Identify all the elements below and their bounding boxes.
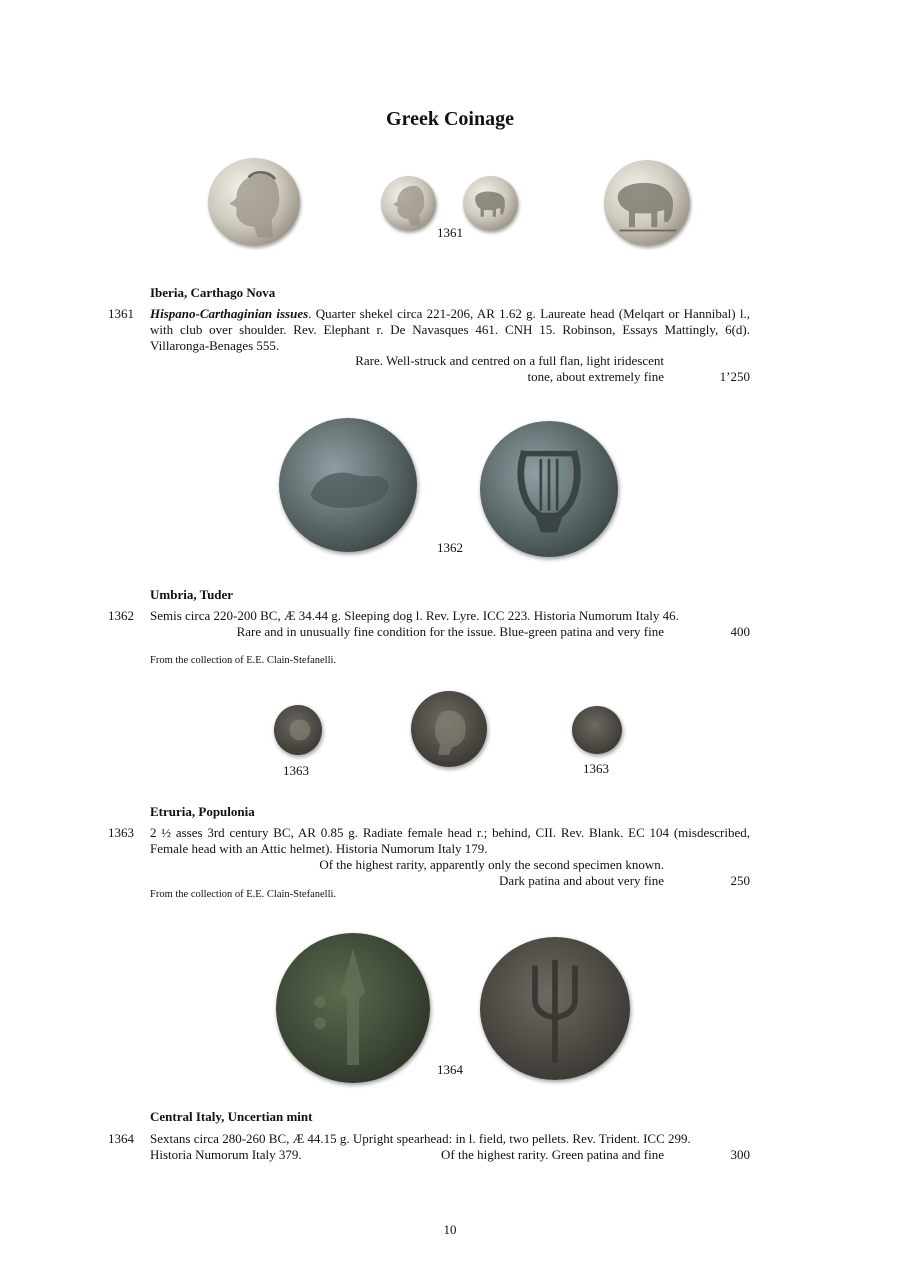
lot-description-1363: 2 ½ asses 3rd century BC, AR 0.85 g. Radiate female head r.; behind, CII. Rev. Blank. EC 104 (misdescribed, Female head with an Attic helmet). Historia Numorum Italy 179. [150, 825, 750, 856]
plate-label-1361: 1361 [437, 225, 463, 240]
coin-image-1364-reverse [480, 937, 630, 1080]
lot-description-1362: Semis circa 220-200 BC, Æ 34.44 g. Sleeping dog l. Rev. Lyre. ICC 223. Historia Numorum Italy 46. [150, 608, 679, 623]
coin-image-1362-reverse [480, 421, 618, 557]
sleeping-dog-icon [279, 418, 417, 552]
spearhead-icon [276, 933, 430, 1083]
coin-image-1361-obverse [381, 176, 436, 231]
description-text: . Quarter shekel circa 221-206, AR 1.62 g. Laureate head (Melqart or Hannibal) l., with club over shoulder. Rev. Elephant r. De Navasques 461. CNH 15. Robinson, Essays Mattingly, 6(d). Villaronga-Benages 555. [150, 306, 750, 353]
lot-number-1361: 1361 [108, 306, 134, 321]
issue-name: Hispano-Carthaginian issues [150, 306, 309, 321]
lot-price-1363: 250 [730, 873, 750, 888]
plate-label-1363-a: 1363 [283, 763, 309, 778]
trident-icon [480, 937, 630, 1080]
lot-provenance-1363: From the collection of E.E. Clain-Stefanelli. [150, 889, 337, 900]
lot-condition-1361-line2: tone, about extremely fine [527, 369, 664, 384]
plate-label-1362: 1362 [437, 540, 463, 555]
lot-condition-1364: Of the highest rarity. Green patina and fine [441, 1147, 664, 1162]
lot-number-1363: 1363 [108, 825, 134, 840]
page-number: 10 [443, 1222, 457, 1237]
coin-image-1363-reverse-blank [572, 706, 622, 754]
lyre-icon [480, 421, 618, 557]
lot-region-1361: Iberia, Carthago Nova [150, 285, 276, 300]
radiate-female-head-icon [274, 705, 322, 755]
lot-provenance-1362: From the collection of E.E. Clain-Stefanelli. [150, 655, 337, 666]
lot-region-1364: Central Italy, Uncertian mint [150, 1109, 313, 1124]
lot-number-1364: 1364 [108, 1131, 134, 1146]
coin-image-1363-obverse [274, 705, 322, 755]
lot-price-1362: 400 [730, 624, 750, 639]
coin-image-1361-reverse-enlarged [604, 160, 690, 246]
lot-condition-1362: Rare and in unusually fine condition for the issue. Blue-green patina and very fine [236, 624, 664, 639]
lot-number-1362: 1362 [108, 608, 134, 623]
laureate-head-left-icon [208, 158, 300, 246]
page-title: Greek Coinage [386, 108, 514, 130]
lot-region-1362: Umbria, Tuder [150, 587, 234, 602]
lot-price-1361: 1’250 [719, 369, 750, 384]
elephant-icon [604, 160, 690, 246]
lot-condition-1361-line1: Rare. Well-struck and centred on a full flan, light iridescent [355, 353, 664, 368]
lot-price-1364: 300 [730, 1147, 750, 1162]
lot-condition-1363-line1: Of the highest rarity, apparently only the second specimen known. [319, 857, 664, 872]
lot-region-1363: Etruria, Populonia [150, 804, 255, 819]
coin-image-1361-obverse-enlarged [208, 158, 300, 246]
lot-condition-1363-line2: Dark patina and about very fine [499, 873, 664, 888]
radiate-female-head-icon [411, 691, 487, 767]
plate-label-1363-b: 1363 [583, 761, 609, 776]
lot-description-1364-line1: Sextans circa 280-260 BC, Æ 44.15 g. Upright spearhead: in l. field, two pellets. Rev. Trident. ICC 299. [150, 1131, 691, 1146]
coin-image-1364-obverse [276, 933, 430, 1083]
elephant-icon [463, 176, 518, 231]
plate-label-1364: 1364 [437, 1062, 463, 1077]
laureate-head-left-icon [381, 176, 436, 231]
lot-description-1364-line2: Historia Numorum Italy 379. [150, 1147, 302, 1162]
coin-image-1363-obverse-enlarged [411, 691, 487, 767]
coin-image-1361-reverse [463, 176, 518, 231]
coin-image-1362-obverse [279, 418, 417, 552]
lot-description-1361 [150, 306, 750, 354]
